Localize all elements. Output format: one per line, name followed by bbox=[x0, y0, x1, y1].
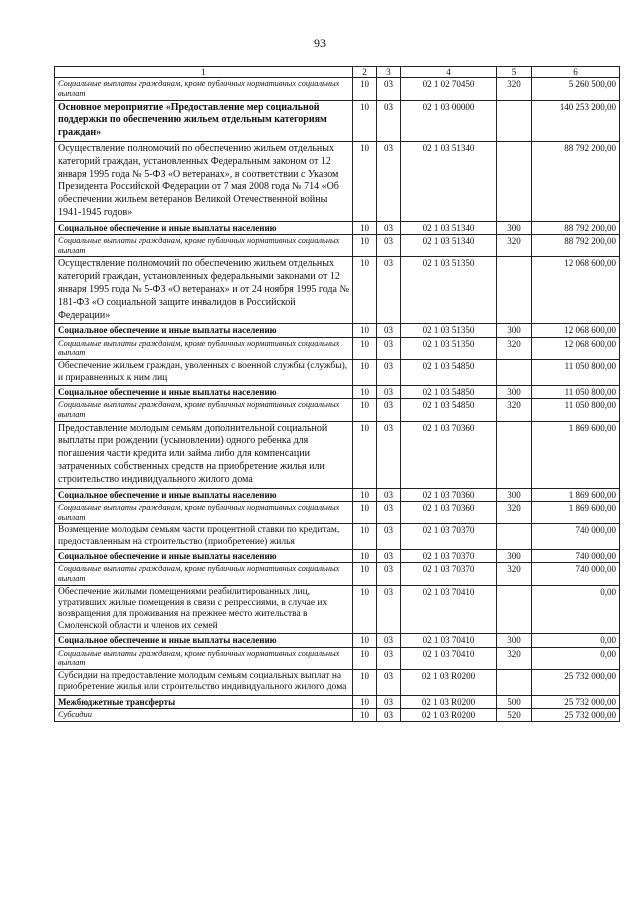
expense-type-cell bbox=[497, 142, 532, 222]
amount-cell: 0,00 bbox=[532, 647, 620, 669]
table-row bbox=[55, 78, 620, 100]
amount-cell: 1 869 600,00 bbox=[532, 488, 620, 501]
target-article-cell: 02 1 03 70410 bbox=[401, 634, 497, 647]
target-article-cell: 02 1 03 70370 bbox=[401, 524, 497, 550]
target-article-cell: 02 1 03 54850 bbox=[401, 385, 497, 398]
subsection-code-cell: 03 bbox=[377, 585, 401, 634]
expense-type-cell: 500 bbox=[497, 695, 532, 708]
row-name-cell: Социальные выплаты гражданам, кроме публичных нормативных социальных выплат bbox=[55, 647, 353, 669]
expense-type-cell: 320 bbox=[497, 647, 532, 669]
column-header: 6 bbox=[532, 67, 620, 78]
expense-type-cell bbox=[497, 100, 532, 141]
target-article-cell: 02 1 03 51340 bbox=[401, 142, 497, 222]
table-row bbox=[55, 647, 620, 669]
target-article-cell: 02 1 03 51350 bbox=[401, 257, 497, 324]
amount-cell: 0,00 bbox=[532, 585, 620, 634]
table-row bbox=[55, 257, 620, 324]
row-name-cell: Социальное обеспечение и иные выплаты населению bbox=[55, 324, 353, 337]
subsection-code-cell: 03 bbox=[377, 549, 401, 562]
expense-type-cell bbox=[497, 669, 532, 695]
table-row bbox=[55, 221, 620, 234]
subsection-code-cell: 03 bbox=[377, 488, 401, 501]
subsection-code-cell: 03 bbox=[377, 634, 401, 647]
section-code-cell: 10 bbox=[353, 337, 377, 359]
subsection-code-cell: 03 bbox=[377, 221, 401, 234]
expense-type-cell: 300 bbox=[497, 385, 532, 398]
section-code-cell: 10 bbox=[353, 549, 377, 562]
section-code-cell: 10 bbox=[353, 669, 377, 695]
amount-cell: 25 732 000,00 bbox=[532, 708, 620, 721]
expense-type-cell bbox=[497, 257, 532, 324]
subsection-code-cell: 03 bbox=[377, 399, 401, 421]
subsection-code-cell: 03 bbox=[377, 524, 401, 550]
expense-type-cell: 320 bbox=[497, 78, 532, 100]
section-code-cell: 10 bbox=[353, 647, 377, 669]
expense-type-cell: 300 bbox=[497, 324, 532, 337]
section-code-cell: 10 bbox=[353, 100, 377, 141]
expense-type-cell: 320 bbox=[497, 399, 532, 421]
amount-cell: 740 000,00 bbox=[532, 524, 620, 550]
row-name-cell: Социальное обеспечение и иные выплаты населению bbox=[55, 488, 353, 501]
target-article-cell: 02 1 03 00000 bbox=[401, 100, 497, 141]
expense-type-cell: 520 bbox=[497, 708, 532, 721]
subsection-code-cell: 03 bbox=[377, 142, 401, 222]
table-row bbox=[55, 324, 620, 337]
table-row bbox=[55, 549, 620, 562]
row-name-cell: Осуществление полномочий по обеспечению жильем отдельных категорий граждан, установленных Федеральным законом от 12 января 1995 года № 5-ФЗ «О ветеранах», в соответствии с Указом Президента Российской Федерации от 7 мая 2008 года № 714 «Об обеспечении жильем ветеранов Великой Отечественной войны 1941-1945 годов» bbox=[55, 142, 353, 222]
subsection-code-cell: 03 bbox=[377, 501, 401, 523]
subsection-code-cell: 03 bbox=[377, 324, 401, 337]
target-article-cell: 02 1 03 R0200 bbox=[401, 708, 497, 721]
amount-cell: 140 253 200,00 bbox=[532, 100, 620, 141]
row-name-cell: Осуществление полномочий по обеспечению жильем отдельных категорий граждан, установленных федеральными законами от 12 января 1995 года № 5-ФЗ «О ветеранах» и от 24 ноября 1995 года № 181-ФЗ «О социальной защите инвалидов в Российской Федерации» bbox=[55, 257, 353, 324]
subsection-code-cell: 03 bbox=[377, 100, 401, 141]
subsection-code-cell: 03 bbox=[377, 421, 401, 488]
amount-cell: 12 068 600,00 bbox=[532, 324, 620, 337]
table-row bbox=[55, 524, 620, 550]
column-header: 1 bbox=[55, 67, 353, 78]
subsection-code-cell: 03 bbox=[377, 708, 401, 721]
subsection-code-cell: 03 bbox=[377, 563, 401, 585]
table-row bbox=[55, 235, 620, 257]
subsection-code-cell: 03 bbox=[377, 669, 401, 695]
row-name-cell: Предоставление молодым семьям дополнительной социальной выплаты при рождении (усыновлении) одного ребенка для погашения части кредита или займа либо для компенсации затраченных собственных средств на приобретение жилья или строительство индивидуального жилого дома bbox=[55, 421, 353, 488]
row-name-cell: Социальное обеспечение и иные выплаты населению bbox=[55, 221, 353, 234]
table-row bbox=[55, 399, 620, 421]
subsection-code-cell: 03 bbox=[377, 337, 401, 359]
row-name-cell: Социальные выплаты гражданам, кроме публичных нормативных социальных выплат bbox=[55, 501, 353, 523]
section-code-cell: 10 bbox=[353, 421, 377, 488]
row-name-cell: Возмещение молодым семьям части процентной ставки по кредитам, предоставленным на строительство (приобретение) жилья bbox=[55, 524, 353, 550]
table-row bbox=[55, 421, 620, 488]
section-code-cell: 10 bbox=[353, 235, 377, 257]
target-article-cell: 02 1 03 70370 bbox=[401, 549, 497, 562]
section-code-cell: 10 bbox=[353, 142, 377, 222]
subsection-code-cell: 03 bbox=[377, 235, 401, 257]
target-article-cell: 02 1 03 70410 bbox=[401, 585, 497, 634]
row-name-cell: Межбюджетные трансферты bbox=[55, 695, 353, 708]
target-article-cell: 02 1 02 70450 bbox=[401, 78, 497, 100]
table-row bbox=[55, 634, 620, 647]
target-article-cell: 02 1 03 51340 bbox=[401, 235, 497, 257]
section-code-cell: 10 bbox=[353, 221, 377, 234]
row-name-cell: Обеспечение жильем граждан, уволенных с военной службы (службы), и приравненных к ним лиц bbox=[55, 360, 353, 386]
row-name-cell: Социальное обеспечение и иные выплаты населению bbox=[55, 385, 353, 398]
row-name-cell: Субсидии на предоставление молодым семьям социальных выплат на приобретение жилья или строительство индивидуального жилого дома bbox=[55, 669, 353, 695]
amount-cell: 88 792 200,00 bbox=[532, 235, 620, 257]
row-name-cell: Социальное обеспечение и иные выплаты населению bbox=[55, 634, 353, 647]
table-row bbox=[55, 488, 620, 501]
target-article-cell: 02 1 03 R0200 bbox=[401, 669, 497, 695]
target-article-cell: 02 1 03 70360 bbox=[401, 488, 497, 501]
column-header: 5 bbox=[497, 67, 532, 78]
amount-cell: 25 732 000,00 bbox=[532, 695, 620, 708]
target-article-cell: 02 1 03 70410 bbox=[401, 647, 497, 669]
table-row bbox=[55, 337, 620, 359]
amount-cell: 88 792 200,00 bbox=[532, 142, 620, 222]
amount-cell: 740 000,00 bbox=[532, 549, 620, 562]
expense-type-cell bbox=[497, 524, 532, 550]
expense-type-cell bbox=[497, 421, 532, 488]
amount-cell: 12 068 600,00 bbox=[532, 337, 620, 359]
table-row bbox=[55, 669, 620, 695]
target-article-cell: 02 1 03 51350 bbox=[401, 324, 497, 337]
section-code-cell: 10 bbox=[353, 257, 377, 324]
target-article-cell: 02 1 03 54850 bbox=[401, 399, 497, 421]
expense-type-cell: 300 bbox=[497, 488, 532, 501]
amount-cell: 1 869 600,00 bbox=[532, 421, 620, 488]
section-code-cell: 10 bbox=[353, 488, 377, 501]
subsection-code-cell: 03 bbox=[377, 78, 401, 100]
subsection-code-cell: 03 bbox=[377, 695, 401, 708]
table-row bbox=[55, 695, 620, 708]
row-name-cell: Социальные выплаты гражданам, кроме публичных нормативных социальных выплат bbox=[55, 563, 353, 585]
amount-cell: 740 000,00 bbox=[532, 563, 620, 585]
amount-cell: 25 732 000,00 bbox=[532, 669, 620, 695]
row-name-cell: Социальные выплаты гражданам, кроме публичных нормативных социальных выплат bbox=[55, 399, 353, 421]
expense-type-cell: 320 bbox=[497, 337, 532, 359]
column-header: 4 bbox=[401, 67, 497, 78]
target-article-cell: 02 1 03 70370 bbox=[401, 563, 497, 585]
section-code-cell: 10 bbox=[353, 708, 377, 721]
table-row bbox=[55, 585, 620, 634]
expense-type-cell: 300 bbox=[497, 634, 532, 647]
row-name-cell: Основное мероприятие «Предоставление мер социальной поддержки по обеспечению жильем отдельным категориям граждан» bbox=[55, 100, 353, 141]
amount-cell: 11 050 800,00 bbox=[532, 385, 620, 398]
table-row bbox=[55, 100, 620, 141]
expense-type-cell bbox=[497, 585, 532, 634]
section-code-cell: 10 bbox=[353, 324, 377, 337]
table-header-row bbox=[55, 67, 620, 78]
section-code-cell: 10 bbox=[353, 360, 377, 386]
row-name-cell: Социальные выплаты гражданам, кроме публичных нормативных социальных выплат bbox=[55, 235, 353, 257]
table-body bbox=[55, 78, 620, 722]
subsection-code-cell: 03 bbox=[377, 257, 401, 324]
subsection-code-cell: 03 bbox=[377, 360, 401, 386]
section-code-cell: 10 bbox=[353, 501, 377, 523]
section-code-cell: 10 bbox=[353, 634, 377, 647]
section-code-cell: 10 bbox=[353, 385, 377, 398]
column-header: 2 bbox=[353, 67, 377, 78]
amount-cell: 5 260 500,00 bbox=[532, 78, 620, 100]
target-article-cell: 02 1 03 51350 bbox=[401, 337, 497, 359]
amount-cell: 1 869 600,00 bbox=[532, 501, 620, 523]
budget-table bbox=[54, 66, 620, 722]
amount-cell: 12 068 600,00 bbox=[532, 257, 620, 324]
section-code-cell: 10 bbox=[353, 563, 377, 585]
row-name-cell: Социальные выплаты гражданам, кроме публичных нормативных социальных выплат bbox=[55, 78, 353, 100]
subsection-code-cell: 03 bbox=[377, 385, 401, 398]
amount-cell: 11 050 800,00 bbox=[532, 360, 620, 386]
column-header: 3 bbox=[377, 67, 401, 78]
subsection-code-cell: 03 bbox=[377, 647, 401, 669]
row-name-cell: Социальные выплаты гражданам, кроме публичных нормативных социальных выплат bbox=[55, 337, 353, 359]
section-code-cell: 10 bbox=[353, 78, 377, 100]
expense-type-cell: 300 bbox=[497, 221, 532, 234]
section-code-cell: 10 bbox=[353, 585, 377, 634]
target-article-cell: 02 1 03 R0200 bbox=[401, 695, 497, 708]
table-row bbox=[55, 708, 620, 721]
table-row bbox=[55, 360, 620, 386]
expense-type-cell: 320 bbox=[497, 501, 532, 523]
target-article-cell: 02 1 03 70360 bbox=[401, 501, 497, 523]
page-number: 93 bbox=[314, 36, 326, 50]
expense-type-cell: 320 bbox=[497, 235, 532, 257]
section-code-cell: 10 bbox=[353, 399, 377, 421]
amount-cell: 88 792 200,00 bbox=[532, 221, 620, 234]
row-name-cell: Субсидии bbox=[55, 708, 353, 721]
table-row bbox=[55, 385, 620, 398]
section-code-cell: 10 bbox=[353, 524, 377, 550]
target-article-cell: 02 1 03 51340 bbox=[401, 221, 497, 234]
amount-cell: 0,00 bbox=[532, 634, 620, 647]
row-name-cell: Обеспечение жилыми помещениями реабилитированных лиц, утративших жилые помещения в связи с репрессиями, в случае их возвращения для проживания на прежнее место жительства в Смоленской области и членов их семей bbox=[55, 585, 353, 634]
expense-type-cell: 320 bbox=[497, 563, 532, 585]
table-row bbox=[55, 501, 620, 523]
table-row bbox=[55, 142, 620, 222]
target-article-cell: 02 1 03 70360 bbox=[401, 421, 497, 488]
expense-type-cell bbox=[497, 360, 532, 386]
section-code-cell: 10 bbox=[353, 695, 377, 708]
target-article-cell: 02 1 03 54850 bbox=[401, 360, 497, 386]
expense-type-cell: 300 bbox=[497, 549, 532, 562]
row-name-cell: Социальное обеспечение и иные выплаты населению bbox=[55, 549, 353, 562]
amount-cell: 11 050 800,00 bbox=[532, 399, 620, 421]
table-row bbox=[55, 563, 620, 585]
